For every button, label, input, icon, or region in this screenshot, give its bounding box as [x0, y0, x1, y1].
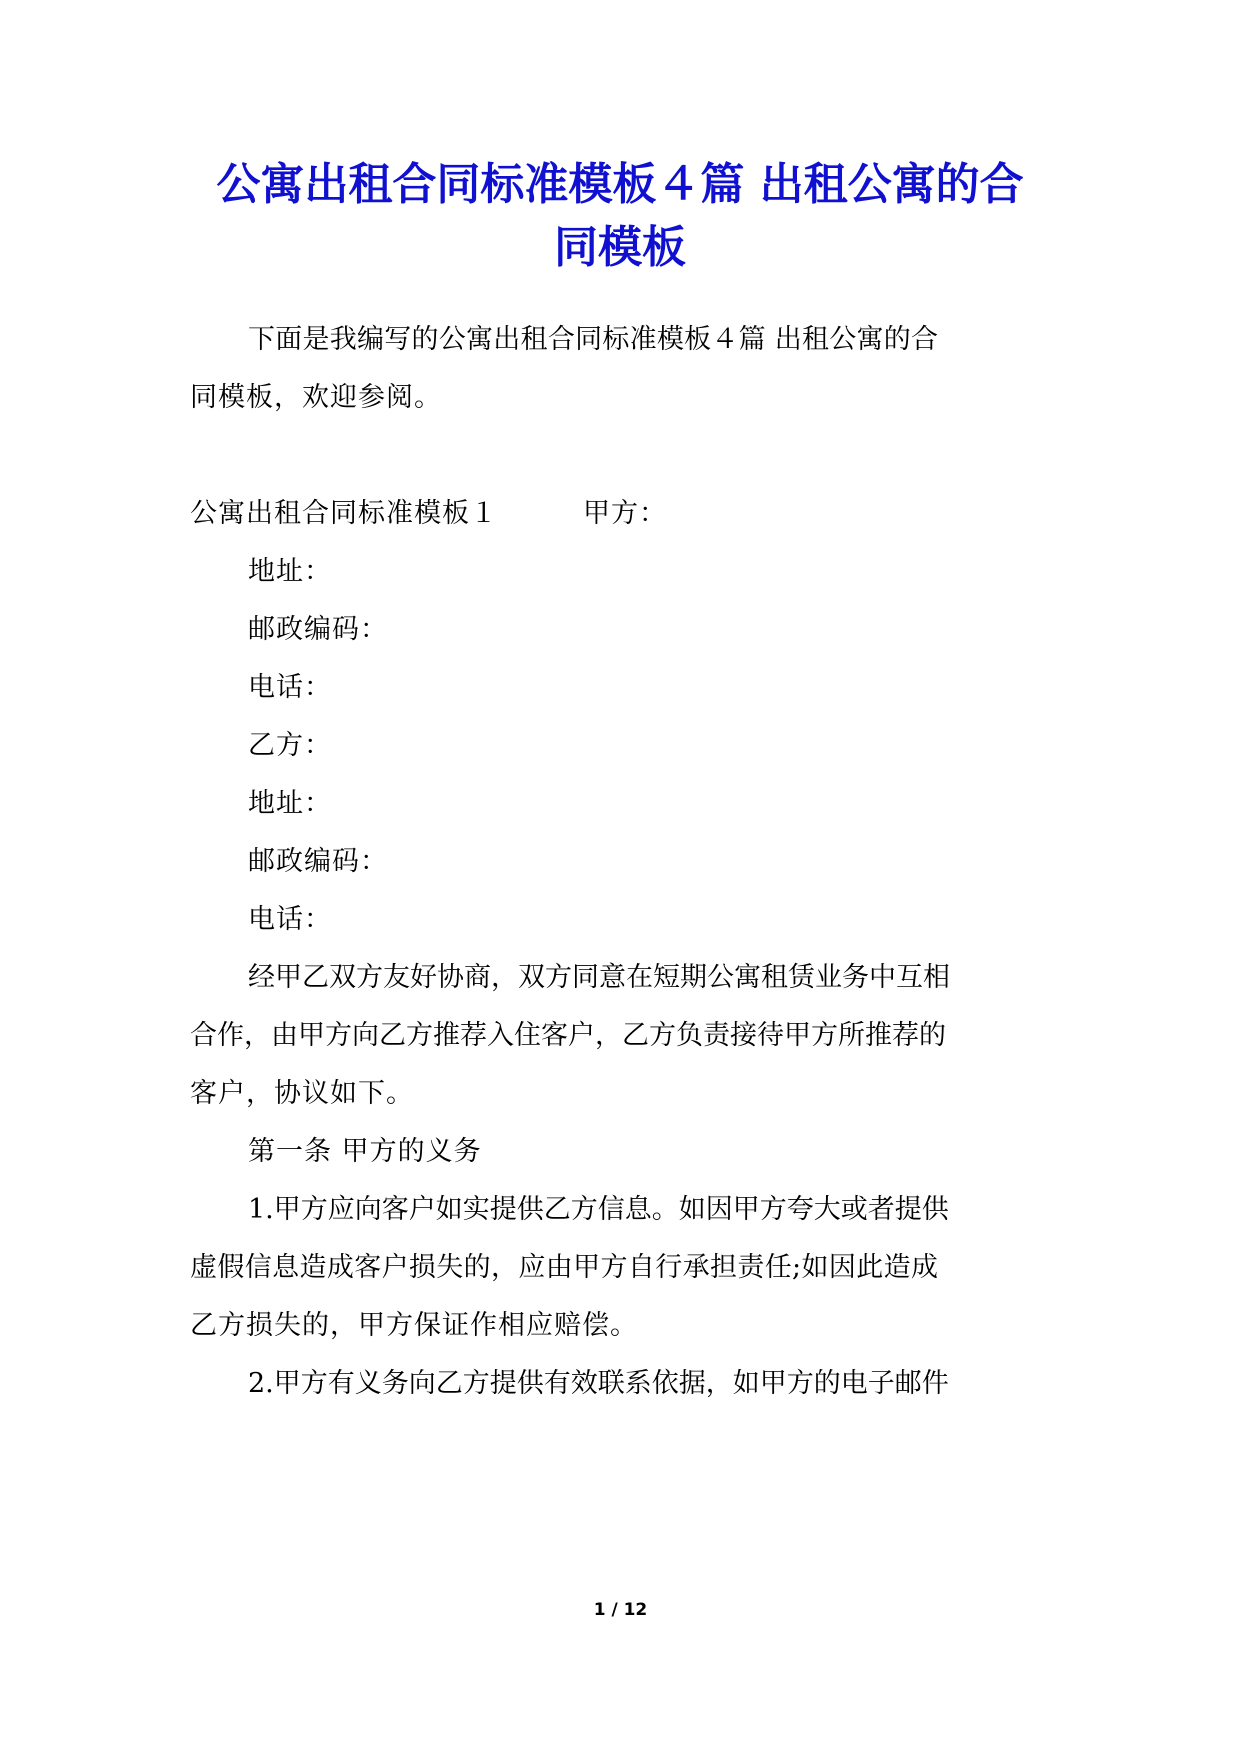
intro-line-1: 下面是我编写的公寓出租合同标准模板４篇 出租公寓的合 — [248, 324, 938, 355]
document-title-line-2: 同模板 — [554, 222, 686, 273]
item1-line-1: 1.甲方应向客户如实提供乙方信息。如因甲方夸大或者提供 — [248, 1194, 949, 1225]
party-b-address: 地址： — [248, 788, 332, 819]
party-b-label: 乙方： — [248, 730, 332, 761]
party-a-address: 地址： — [248, 556, 332, 587]
page-number: 1 / 12 — [593, 1600, 648, 1620]
para1-line-2: 合作，由甲方向乙方推荐入住客户，乙方负责接待甲方所推荐的 — [190, 1020, 946, 1051]
item1-line-3: 乙方损失的，甲方保证作相应赔偿。 — [190, 1310, 638, 1341]
intro-line-2: 同模板，欢迎参阅。 — [190, 382, 442, 413]
article1-heading: 第一条 甲方的义务 — [248, 1136, 482, 1167]
para1-line-3: 客户，协议如下。 — [190, 1078, 414, 1109]
party-a-postcode: 邮政编码： — [248, 614, 388, 645]
party-b-postcode: 邮政编码： — [248, 846, 388, 877]
section-heading: 公寓出租合同标准模板１ — [190, 498, 498, 529]
item1-line-2: 虚假信息造成客户损失的，应由甲方自行承担责任;如因此造成 — [190, 1252, 938, 1283]
party-b-phone: 电话： — [248, 904, 332, 935]
party-a-label: 甲方： — [583, 498, 667, 529]
item2-line-1: 2.甲方有义务向乙方提供有效联系依据，如甲方的电子邮件 — [248, 1368, 949, 1399]
para1-line-1: 经甲乙双方友好协商，双方同意在短期公寓租赁业务中互相 — [248, 962, 950, 993]
document-title-line-1: 公寓出租合同标准模板４篇 出租公寓的合 — [216, 159, 1024, 210]
party-a-phone: 电话： — [248, 672, 332, 703]
